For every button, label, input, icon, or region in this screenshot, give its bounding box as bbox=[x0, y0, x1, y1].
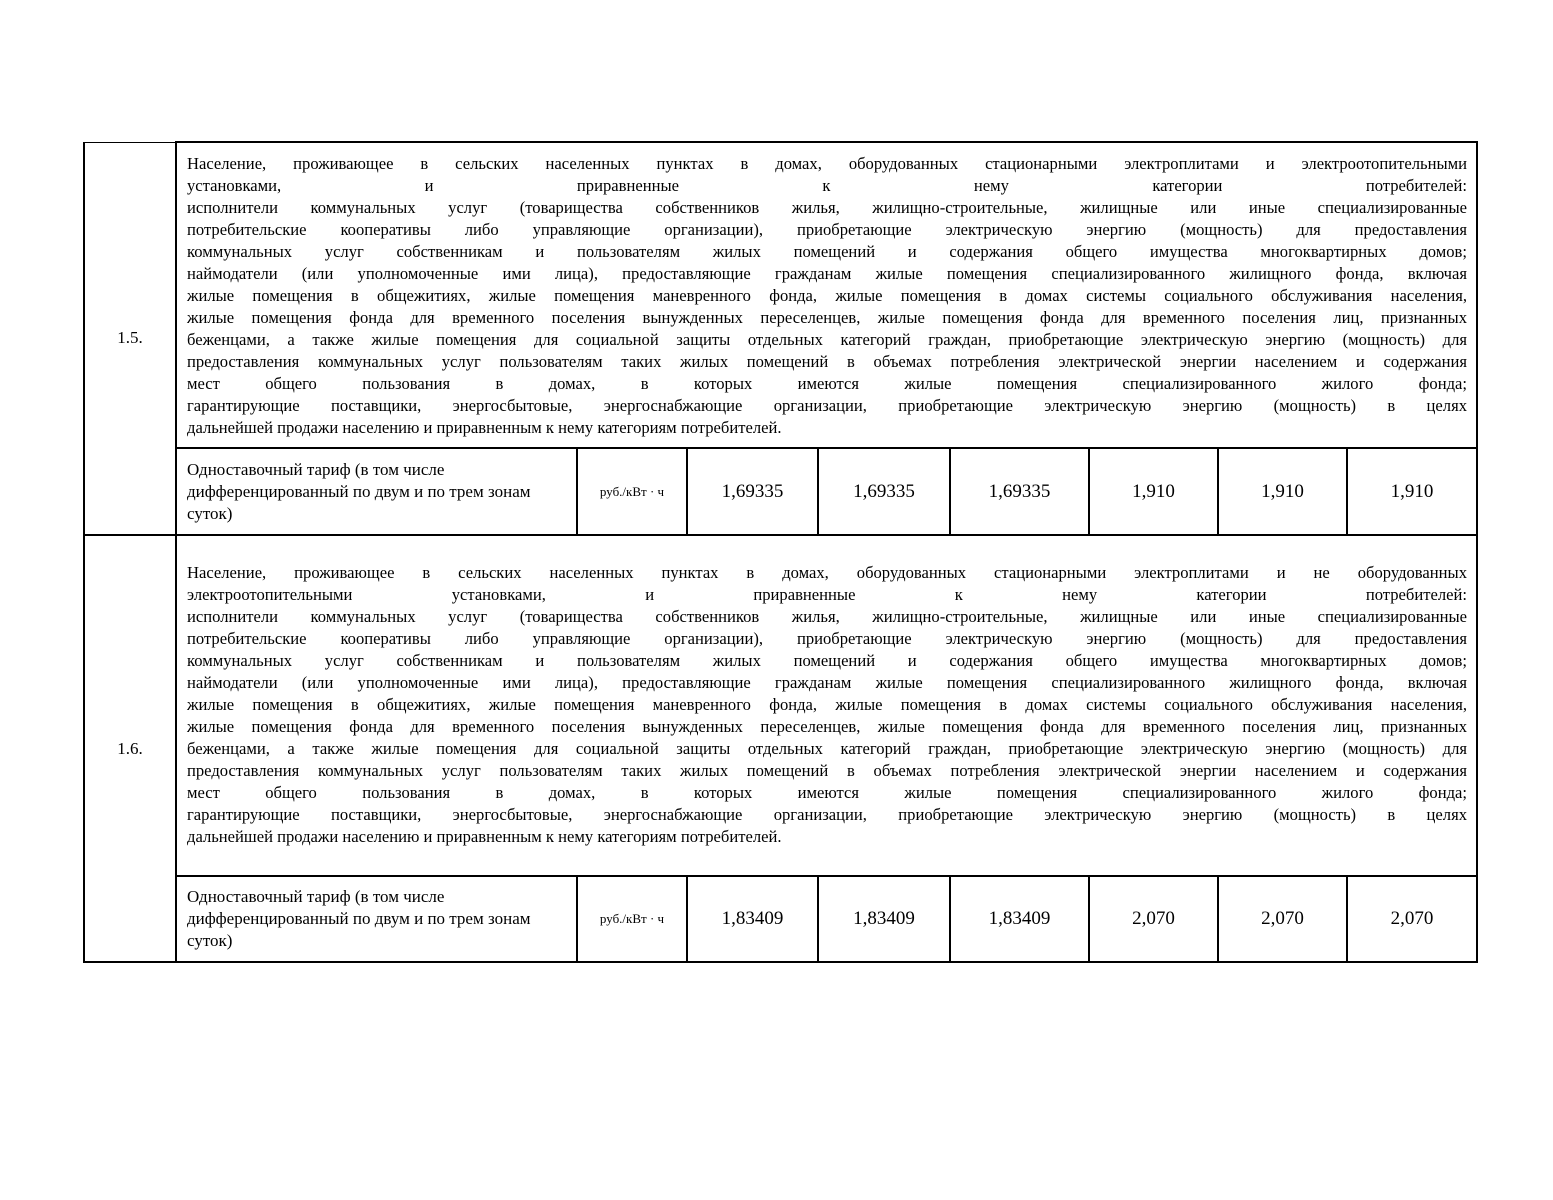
tariff-value: 2,070 bbox=[1089, 876, 1218, 962]
description-line: предоставления коммунальных услуг пользователям таких жилых помещений в объемах потребления электрической энергии населением и содержания bbox=[187, 352, 1467, 371]
tariff-row bbox=[84, 448, 1477, 535]
description-line: наймодатели (или уполномоченные ими лица), предоставляющие гражданам жилые помещения специализированного жилищного фонда, включая bbox=[187, 673, 1467, 692]
tariff-value: 1,83409 bbox=[950, 876, 1089, 962]
tariff-unit: руб./кВт · ч bbox=[577, 876, 687, 962]
section-number: 1.5. bbox=[84, 142, 176, 535]
description-line: наймодатели (или уполномоченные ими лица), предоставляющие гражданам жилые помещения специализированного жилищного фонда, включая bbox=[187, 264, 1467, 283]
tariff-row bbox=[84, 876, 1477, 962]
description-line: мест общего пользования в домах, в которых имеются жилые помещения специализированного жилого фонда; bbox=[187, 783, 1467, 802]
tariff-value: 1,69335 bbox=[950, 448, 1089, 535]
description-line: коммунальных услуг собственникам и пользователям жилых помещений и содержания общего имущества многоквартирных домов; bbox=[187, 242, 1467, 261]
description-line: исполнители коммунальных услуг (товарищества собственников жилья, жилищно-строительные, жилищные или иные специализированные bbox=[187, 198, 1467, 217]
description-line: исполнители коммунальных услуг (товарищества собственников жилья, жилищно-строительные, жилищные или иные специализированные bbox=[187, 607, 1467, 626]
description-line: дальнейшей продажи населению и приравненным к нему категориям потребителей. bbox=[187, 418, 782, 437]
section-description bbox=[176, 535, 1477, 876]
tariff-value: 1,69335 bbox=[818, 448, 950, 535]
tariff-value: 1,910 bbox=[1347, 448, 1477, 535]
tariff-value: 2,070 bbox=[1347, 876, 1477, 962]
description-line: предоставления коммунальных услуг пользователям таких жилых помещений в объемах потребления электрической энергии населением и содержания bbox=[187, 761, 1467, 780]
description-line: беженцами, а также жилые помещения для социальной защиты отдельных категорий граждан, приобретающие электрическую энергию (мощность) для bbox=[187, 330, 1467, 349]
tariff-value: 1,910 bbox=[1089, 448, 1218, 535]
description-line: гарантирующие поставщики, энергосбытовые, энергоснабжающие организации, приобретающие электрическую энергию (мощность) в целях bbox=[187, 805, 1467, 824]
section-row bbox=[84, 535, 1477, 876]
section-number: 1.6. bbox=[84, 535, 176, 962]
description-line: потребительские кооперативы либо управляющие организации), приобретающие электрическую энергию (мощность) для предоставления bbox=[187, 220, 1467, 239]
description-line: жилые помещения фонда для временного поселения вынужденных переселенцев, жилые помещения фонда для временного поселения лиц, признанных bbox=[187, 717, 1467, 736]
section-row bbox=[84, 142, 1477, 448]
tariff-value: 1,69335 bbox=[687, 448, 818, 535]
description-line: Население, проживающее в сельских населенных пунктах в домах, оборудованных стационарными электроплитами и электроотопительными bbox=[187, 154, 1467, 173]
tariff-name: Одноставочный тариф (в том числе дифференцированный по двум и по трем зонам суток) bbox=[176, 448, 577, 535]
tariff-value: 1,83409 bbox=[687, 876, 818, 962]
description-line: беженцами, а также жилые помещения для социальной защиты отдельных категорий граждан, приобретающие электрическую энергию (мощность) для bbox=[187, 739, 1467, 758]
section-description bbox=[176, 142, 1477, 448]
tariff-value: 1,910 bbox=[1218, 448, 1347, 535]
tariff-name: Одноставочный тариф (в том числе дифференцированный по двум и по трем зонам суток) bbox=[176, 876, 577, 962]
description-line: жилые помещения в общежитиях, жилые помещения маневренного фонда, жилые помещения в домах системы социального обслуживания населения, bbox=[187, 286, 1467, 305]
description-line: мест общего пользования в домах, в которых имеются жилые помещения специализированного жилого фонда; bbox=[187, 374, 1467, 393]
description-line: установками, и приравненные к нему категории потребителей: bbox=[187, 176, 1467, 195]
tariff-value: 2,070 bbox=[1218, 876, 1347, 962]
description-line: гарантирующие поставщики, энергосбытовые, энергоснабжающие организации, приобретающие электрическую энергию (мощность) в целях bbox=[187, 396, 1467, 415]
description-line: коммунальных услуг собственникам и пользователям жилых помещений и содержания общего имущества многоквартирных домов; bbox=[187, 651, 1467, 670]
description-line: жилые помещения в общежитиях, жилые помещения маневренного фонда, жилые помещения в домах системы социального обслуживания населения, bbox=[187, 695, 1467, 714]
tariff-table bbox=[83, 141, 1478, 963]
description-line: дальнейшей продажи населению и приравненным к нему категориям потребителей. bbox=[187, 827, 782, 846]
description-line: электроотопительными установками, и приравненные к нему категории потребителей: bbox=[187, 585, 1467, 604]
description-line: жилые помещения фонда для временного поселения вынужденных переселенцев, жилые помещения фонда для временного поселения лиц, признанных bbox=[187, 308, 1467, 327]
tariff-unit: руб./кВт · ч bbox=[577, 448, 687, 535]
tariff-value: 1,83409 bbox=[818, 876, 950, 962]
description-line: потребительские кооперативы либо управляющие организации), приобретающие электрическую энергию (мощность) для предоставления bbox=[187, 629, 1467, 648]
description-line: Население, проживающее в сельских населенных пунктах в домах, оборудованных стационарными электроплитами и не оборудованных bbox=[187, 563, 1467, 582]
